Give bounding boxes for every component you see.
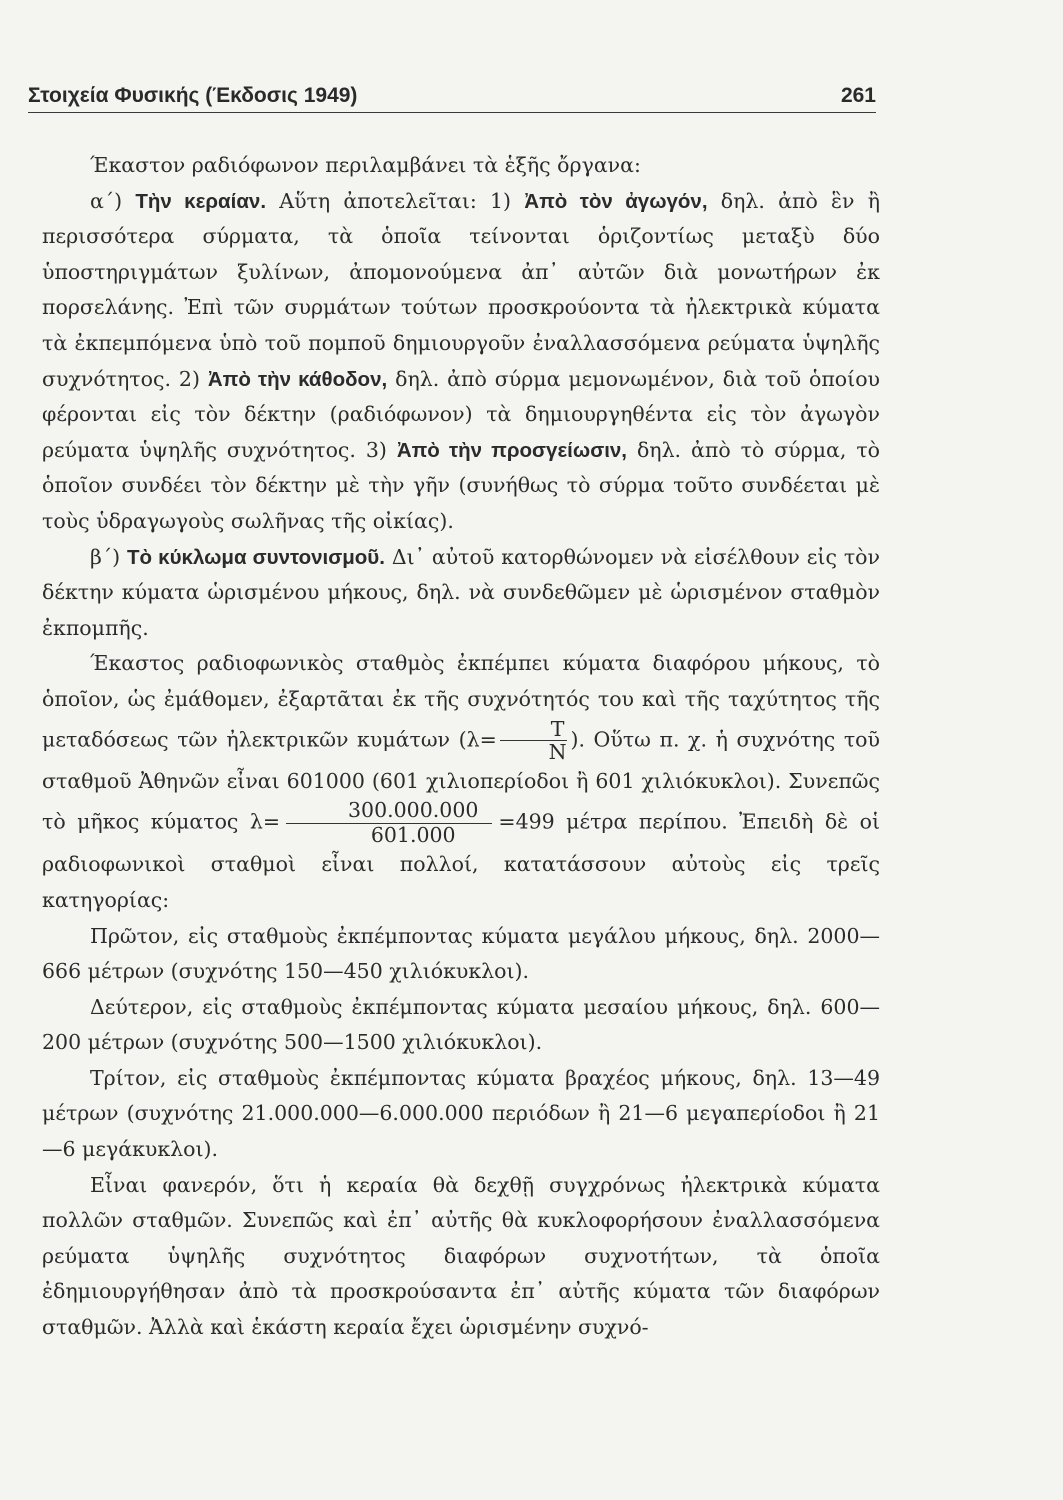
item-label-a: α΄) <box>90 188 136 213</box>
heading-grounding: Ἀπὸ τὴν προσγείωσιν, <box>396 438 628 462</box>
antenna-text-2: δηλ. ἀπὸ ἓν ἢ περισσότερα σύρματα, τὰ ὁποῖα τείνονται ὁριζοντίως μεταξὺ δύο ὑποστηριγμάτων ξυλίνων, ἀπομονούμενα ἀπ᾽ αὐτῶν διὰ μονωτήρων ἐκ πορσελάνης. Ἐπὶ τῶν συρμάτων τούτων προσκρούοντα τὰ ἠλεκτρικὰ κύματα τὰ ἐκπεμπόμενα ὑπὸ τοῦ πομποῦ δημιουργοῦν ἐναλλασσόμενα ρεύματα ὑψηλῆς συχνότητος. 2) <box>42 188 881 391</box>
calc-numerator: 300.000.000 <box>286 799 492 824</box>
formula-fraction <box>500 718 568 764</box>
fraction-numerator: T <box>500 718 568 742</box>
antenna-text-3: δηλ. ἀπὸ σύρμα μεμονωμένον, διὰ τοῦ ὁποίου φέρονται εἰς τὸν δέκτην (ραδιόφωνον) τὰ δημιουργηθέντα εἰς τὸν ἀγωγὸν ρεύματα ὑψηλῆς συχνότητος. 3) <box>42 366 880 462</box>
wavelength-text-1: Έκαστος ραδιοφωνικὸς σταθμὸς ἐκπέμπει κύματα διαφόρου μήκους, τὸ ὁποῖον, ὡς ἐμάθομεν, ἐξαρτᾶται ἐκ τῆς συχνότητός του καὶ τῆς ταχύτητος τῆς μεταδόσεως τῶν ἠλεκτρικῶν κυμάτων (λ= <box>42 651 880 752</box>
paragraph-wavelength <box>42 646 880 918</box>
page-number: 261 <box>840 84 876 107</box>
item-label-b: β΄) <box>90 544 128 569</box>
heading-tuning-circuit: Τὸ κύκλωμα συντονισμοῦ. <box>127 545 385 569</box>
lambda-symbol: λ= <box>249 809 280 834</box>
paragraph-short-wave: Τρίτον, εἰς σταθμοὺς ἐκπέμποντας κύματα βραχέος μήκους, δηλ. 13—49 μέτρων (συχνότης 21.000.000—6.000.000 περιόδων ἢ 21—6 μεγαπερίοδοι ἢ 21—6 μεγάκυκλοι). <box>42 1065 880 1162</box>
wavelength-text-2: ). Οὕτω π. χ. ἡ συχνότης τοῦ σταθμοῦ Ἀθηνῶν εἶναι 601000 (601 χιλιοπερίοδοι ἢ 601 χιλιόκυκλοι). Συνεπῶς τὸ μῆκος κύματος <box>42 727 880 834</box>
page-body <box>42 148 880 1346</box>
paragraph-antenna-reception: Εἶναι φανερόν, ὅτι ἡ κεραία θὰ δεχθῇ συγχρόνως ἠλεκτρικὰ κύματα πολλῶν σταθμῶν. Συνεπῶς καὶ ἐπ᾽ αὐτῆς θὰ κυκλοφορήσουν ἐναλλασσόμενα ρεύματα ὑψηλῆς συχνότητος διαφόρων συχνοτήτων, τὰ ὁποῖα ἐδημιουργήθησαν ἀπὸ τὰ προσκρούσαντα ἐπ᾽ αὐτῆς κύματα τῶν διαφόρων σταθμῶν. Ἀλλὰ καὶ ἑκάστη κεραία ἔχει ὡρισμένην συχνό- <box>42 1172 880 1340</box>
paragraph-tuning-circuit <box>42 540 880 647</box>
antenna-text-1: Αὕτη ἀποτελεῖται: 1) <box>266 188 525 213</box>
paragraph-antenna <box>42 184 880 540</box>
heading-antenna: Τὴν κεραίαν. <box>135 189 267 213</box>
wavelength-calculation <box>286 799 492 847</box>
heading-conductor: Ἀπὸ τὸν ἀγωγόν, <box>524 189 708 213</box>
tuning-text: Δι᾽ αὐτοῦ κατορθώνομεν νὰ εἰσέλθουν εἰς τὸν δέκτην κύματα ὡρισμένου μήκους, δηλ. νὰ συνδεθῶμεν μὲ ὡρισμένον σταθμὸν ἐκπομπῆς. <box>42 544 880 640</box>
fraction-denominator: N <box>548 740 567 765</box>
paragraph-medium-wave: Δεύτερον, εἰς σταθμοὺς ἐκπέμποντας κύματα μεσαίου μήκους, δηλ. 600—200 μέτρων (συχνότης 500—1500 χιλιόκυκλοι). <box>42 994 880 1055</box>
running-title: Στοιχεία Φυσικής (Έκδοσις 1949) <box>28 84 358 107</box>
calc-denominator: 601.000 <box>370 822 456 847</box>
running-header <box>28 84 876 113</box>
paragraph-intro: Έκαστον ραδιόφωνον περιλαμβάνει τὰ ἑξῆς ὄργανα: <box>90 153 641 177</box>
wavelength-text-3: =499 μέτρα περίπου. Ἐπειδὴ δὲ οἱ ραδιοφωνικοὶ σταθμοὶ εἶναι πολλοί, κατατάσσουν αὐτοὺς εἰς τρεῖς κατηγορίας: <box>42 809 880 912</box>
heading-lead-in: Ἀπὸ τὴν κάθοδον, <box>207 367 388 391</box>
antenna-text-4: δηλ. ἀπὸ τὸ σύρμα, τὸ ὁποῖον συνδέει τὸν δέκτην μὲ τὴν γῆν (συνήθως τὸ σύρμα τοῦτο συνδέεται μὲ τοὺς ὑδραγωγοὺς σωλῆνας τῆς οἰκίας). <box>42 437 881 533</box>
paragraph-long-wave: Πρῶτον, εἰς σταθμοὺς ἐκπέμποντας κύματα μεγάλου μήκους, δηλ. 2000—666 μέτρων (συχνότης 150—450 χιλιόκυκλοι). <box>42 923 880 984</box>
